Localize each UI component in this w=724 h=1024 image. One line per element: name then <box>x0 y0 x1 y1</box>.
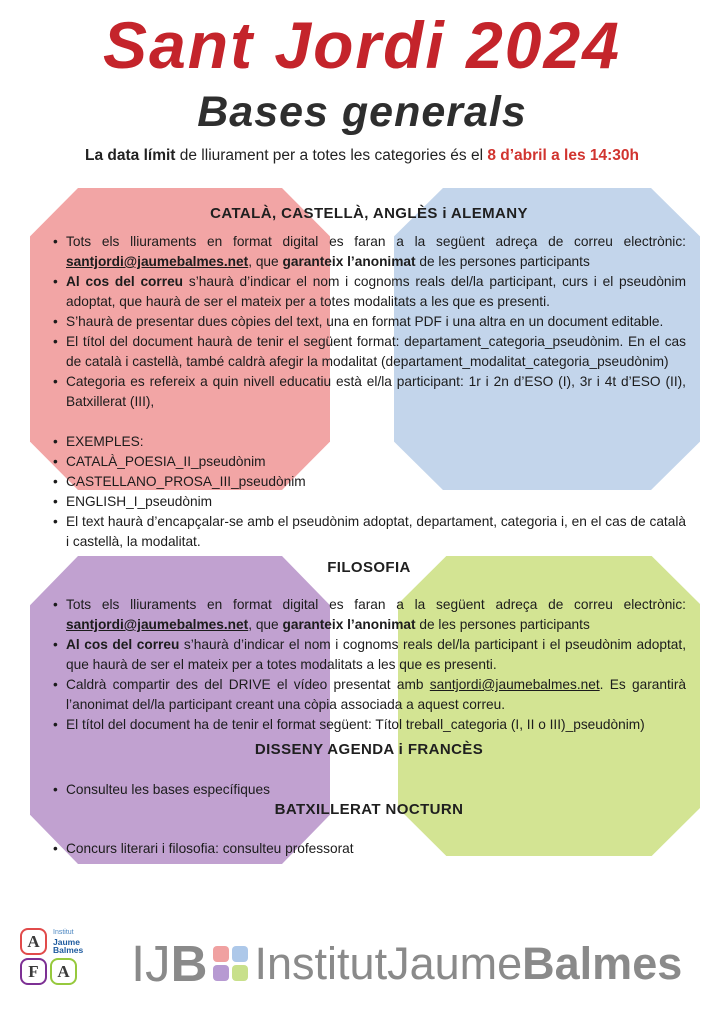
deadline-highlight: 8 d’abril a les 14:30h <box>487 146 639 164</box>
deadline-lead: La data límit <box>85 146 176 164</box>
text-segment: s’haurà d’indicar el nom i cognoms reals del/la participant, curs i el pseudònim adoptat, que haurà de ser el mateix per a totes modalitats a les que es presenti. <box>66 274 686 309</box>
text-segment: Al cos del correu <box>66 274 184 289</box>
text-segment: CASTELLANO_PROSA_III_pseudònim <box>66 474 306 489</box>
text-segment: de les persones participants <box>415 254 590 269</box>
bullet-list <box>52 839 686 859</box>
text-segment: garanteix l’anonimat <box>282 617 416 632</box>
list-item <box>52 512 686 552</box>
section-languages <box>52 204 686 512</box>
bullet-list <box>52 780 686 800</box>
text-segment: de les persones participants <box>415 617 590 632</box>
text-segment: , que <box>248 254 283 269</box>
list-item <box>52 715 686 735</box>
text-segment: , que <box>248 617 283 632</box>
list-item <box>52 472 686 492</box>
ijb-name-institut: Institut <box>254 937 388 989</box>
list-item <box>52 272 686 312</box>
text-segment: Al cos del correu <box>66 637 180 652</box>
list-item <box>52 432 686 452</box>
ijb-monogram-bold: B <box>170 934 208 992</box>
afa-letter-box: A <box>20 928 47 955</box>
section-disseny <box>52 740 686 800</box>
text-segment: garanteix l’anonimat <box>282 254 416 269</box>
text-segment: Categoria es refereix a quin nivell educatiu està el/la participant: 1r i 2n d’ESO (I), 3r i 4t d’ESO (II), Batxillerat (III), <box>66 374 686 409</box>
ijb-color-squares-icon <box>213 946 248 981</box>
ijb-name-balmes: Balmes <box>522 937 683 989</box>
text-segment: Consulteu les bases específiques <box>66 782 270 797</box>
afa-org-line: Jaume <box>53 936 80 947</box>
list-item <box>52 780 686 800</box>
afa-org-line: Institut <box>53 929 74 936</box>
section-nocturn <box>52 800 686 859</box>
afa-org-line: Balmes <box>53 945 84 955</box>
text-segment: Tots els lliuraments en format digital es faran a la següent adreça de correu electrònic: <box>66 234 686 249</box>
section-heading: FILOSOFIA <box>327 559 411 576</box>
afa-org-name <box>53 929 83 955</box>
list-item <box>52 232 686 272</box>
afa-letter-box: F <box>20 958 47 985</box>
text-segment: Tots els lliuraments en format digital es faran a la següent adreça de correu electrònic: <box>66 597 686 612</box>
email-link[interactable]: santjordi@jaumebalmes.net <box>66 617 249 632</box>
list-item <box>52 595 686 635</box>
text-segment: EXEMPLES: <box>66 434 144 449</box>
deadline-line <box>0 147 724 165</box>
list-item <box>52 332 686 372</box>
afa-logo <box>20 928 138 1016</box>
poster-title: Sant Jordi 2024 <box>103 8 621 82</box>
list-item <box>52 635 686 675</box>
text-segment: El text haurà d’encapçalar-se amb el pseudònim adoptat, departament, categoria i, en el cas de català i castellà, la modalitat. <box>66 514 686 549</box>
ijb-square <box>232 946 248 962</box>
ijb-name-jaume: Jaume <box>387 937 523 989</box>
section-heading: DISSENY AGENDA i FRANCÈS <box>254 741 484 758</box>
text-segment: ENGLISH_I_pseudònim <box>66 494 213 509</box>
list-item <box>52 492 686 512</box>
ijb-monogram-light: IJ <box>131 934 171 992</box>
text-segment: . Es garantirà l’anonimat del/la participant creant una còpia associada a aquest correu. <box>66 677 686 712</box>
text-segment: S’haurà de presentar dues còpies del text, una en format PDF i una altra en un document editable. <box>66 314 664 329</box>
text-segment: Concurs literari i filosofia: consulteu professorat <box>66 841 354 856</box>
list-item <box>52 452 686 472</box>
section-heading: BATXILLERAT NOCTURN <box>274 801 464 818</box>
section-heading: CATALÀ, CASTELLÀ, ANGLÈS i ALEMANY <box>210 205 528 222</box>
list-item <box>52 312 686 332</box>
bullet-list <box>52 232 686 512</box>
deadline-middle: de lliurament per a totes les categories és el <box>175 146 488 164</box>
ijb-monogram <box>131 934 208 992</box>
poster-subtitle: Bases generals <box>197 87 527 136</box>
section-encapcalar <box>52 512 686 552</box>
text-segment: El títol del document ha de tenir el format següent: Títol treball_categoria (I, II o III)_pseudònim) <box>66 717 645 732</box>
text-segment: CATALÀ_POESIA_II_pseudònim <box>66 454 266 469</box>
text-segment: Caldrà compartir des del DRIVE el vídeo presentat amb <box>66 677 430 692</box>
ijb-square <box>213 946 229 962</box>
bullet-list <box>52 595 686 735</box>
ijb-square <box>232 965 248 981</box>
bullet-list <box>52 512 686 552</box>
poster-header <box>0 4 724 165</box>
text-segment: s’haurà d’indicar el nom i cognoms reals del/la participant i el pseudònim adoptat, que haurà de ser el mateix per a totes modalitats a les que es presenti. <box>66 637 686 672</box>
section-filosofia <box>52 558 686 735</box>
email-link[interactable]: santjordi@jaumebalmes.net <box>429 677 600 692</box>
ijb-square <box>213 965 229 981</box>
text-segment: El títol del document haurà de tenir el següent format: departament_categoria_pseudònim. En el cas de català i castellà, també caldrà afegir la modalitat (departament_modalitat_categoria_pseudònim) <box>66 334 686 369</box>
list-item <box>52 839 686 859</box>
list-item <box>52 675 686 715</box>
ijb-wordmark <box>254 937 683 989</box>
list-item <box>52 372 686 412</box>
afa-letter-box: A <box>50 958 77 985</box>
institut-jaume-balmes-logo <box>131 930 682 996</box>
email-link[interactable]: santjordi@jaumebalmes.net <box>66 254 249 269</box>
